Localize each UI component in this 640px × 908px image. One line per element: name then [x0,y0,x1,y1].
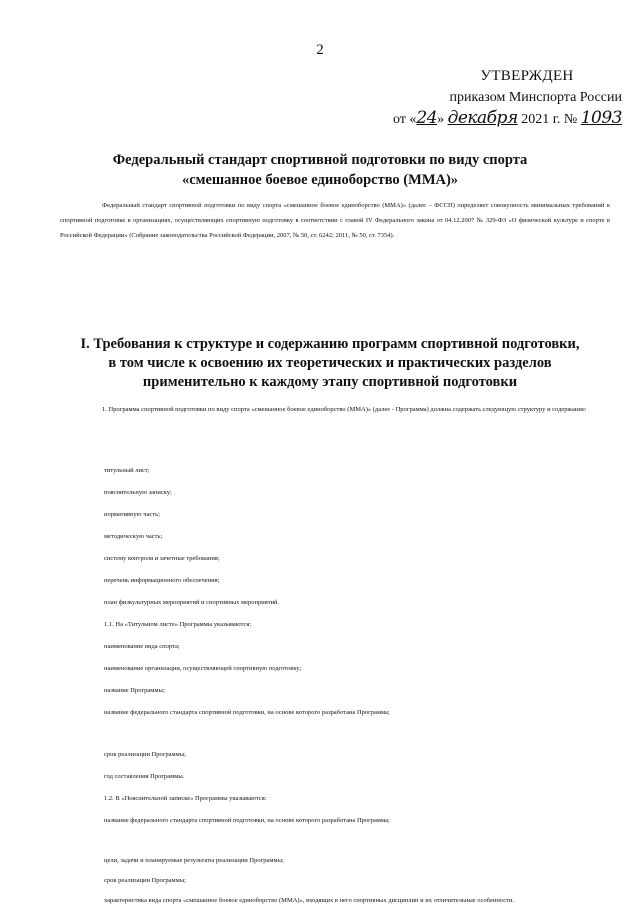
intro-paragraph: Федеральный стандарт спортивной подготовки по виду спорта «смешанное боевое единоборство (ММА)» (далее – ФССП) определяет совокупность минимальных требований к спортивной подготовке в организациях, осуществляющих спортивную подготовку в соответствии с главой IV Федерального закона от 04.12.2007 № 329-ФЗ «О физической культуре и спорте в Российской Федерации» (Собрание законодательства Российской Федерации, 2007, № 50, ст. 6242; 2011, № 50, ст. 7354). [60,202,610,239]
note-characteristic: характеристика вида спорта «смешанное боевое единоборство (ММА)», входящих в него спортивных дисциплин и их отличительные особенности. [104,897,515,904]
structure-item: перечень информационного обеспечения; [104,577,220,584]
note-item: срок реализации Программы; [104,877,186,884]
item-1-1-heading: 1.1. На «Титульном листе» Программы указываются: [104,621,252,628]
date-prefix: от « [392,112,417,127]
title-sheet-item: наименование организации, осуществляющей спортивную подготовку; [104,665,302,672]
section-1-line-2: в том числе к освоению их теоретических и практических разделов [108,355,552,371]
structure-item: методическую часть; [104,533,163,540]
title-sheet-item: наименование вида спорта; [104,643,180,650]
structure-item: план физкультурных мероприятий и спортивных мероприятий. [104,599,280,606]
title-line-2: «смешанное боевое единоборство (ММА)» [181,172,459,188]
date-year: 2021 г. № [517,112,578,127]
order-line: приказом Минспорта России [449,90,622,105]
approval-block [372,66,622,130]
section-1-line-1: I. Требования к структуре и содержанию программ спортивной подготовки, [80,336,580,352]
structure-item: систему контроля и зачетные требования; [104,555,220,562]
item-1-paragraph: 1. Программа спортивной подготовки по виду спорта «смешанное боевое единоборство (ММА)» (далее - Программа) должна содержать следующую структуру и содержание: [102,406,587,413]
note-standard: название федерального стандарта спортивной подготовки, на основе которого разработана Программа; [104,817,390,824]
approved-heading: УТВЕРЖДЕН [480,68,574,84]
item-1-2-heading: 1.2. В «Пояснительной записке» Программы указываются: [104,795,267,802]
section-1-heading [60,335,600,392]
title-sheet-standard: название федерального стандарта спортивной подготовки, на основе которого разработана Программа; [104,709,390,716]
structure-item: титульный лист; [104,467,150,474]
structure-item: пояснительную записку; [104,489,172,496]
date-mid: » [437,112,448,127]
order-number: 1093 [580,108,622,128]
note-item: цели, задачи и планируемые результаты реализации Программы; [104,857,284,864]
title-sheet-item: год составления Программы. [104,773,185,780]
date-month: декабря [447,108,518,128]
order-date-line [372,108,622,130]
date-day: 24 [416,108,438,128]
structure-item: нормативную часть; [104,511,160,518]
title-sheet-item: название Программы; [104,687,165,694]
title-sheet-item: срок реализации Программы; [104,751,186,758]
title-line-1: Федеральный стандарт спортивной подготовки по виду спорта [112,152,528,168]
page-number: 2 [316,42,324,58]
section-1-line-3: применительно к каждому этапу спортивной подготовки [142,374,518,390]
document-title [0,150,640,190]
